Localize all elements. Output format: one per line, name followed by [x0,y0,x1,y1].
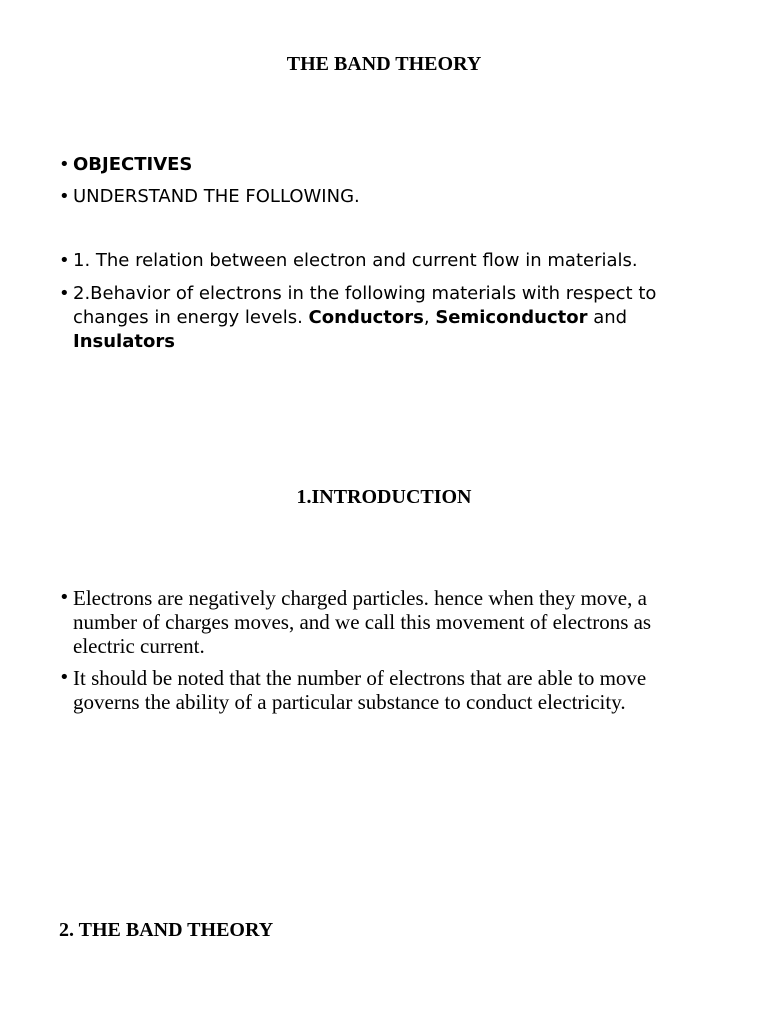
introduction-paragraph-1 [59,586,708,658]
objective-item-1-text: 1. The relation between electron and current flow in materials. [73,250,638,271]
objective-item-2 [59,282,708,354]
introduction-paragraph-2-text: It should be noted that the number of electrons that are able to move governs the ability of a particular substance to conduct electricity. [73,666,647,714]
semiconductor-term: Semiconductor [435,307,588,328]
bullet-dot: • [59,186,70,207]
understand-text: UNDERSTAND THE FOLLOWING. [73,186,360,207]
and-separator: and [587,307,628,328]
objectives-heading: OBJECTIVES [73,154,193,175]
bullet-dot: • [59,667,70,688]
page-title: THE BAND THEORY [286,53,482,75]
objectives-bullet [59,153,708,177]
understand-bullet [59,185,708,209]
introduction-heading: 1.INTRODUCTION [296,486,472,508]
bullet-dot: • [59,587,70,608]
bullet-dot: • [59,154,70,175]
objective-item-1 [59,249,708,273]
introduction-paragraph-2 [59,666,708,714]
band-theory-heading: 2. THE BAND THEORY [59,919,274,941]
objective-item-2-text [73,282,708,354]
conductors-term: Conductors [308,307,424,328]
comma-separator: , [423,307,436,328]
insulators-term: Insulators [73,331,175,352]
objective-item-2-lead: 2.Behavior of electrons in the following materials with respect to changes in energy levels. [73,283,657,328]
bullet-dot: • [59,283,70,304]
bullet-dot: • [59,250,70,271]
introduction-paragraph-1-text: Electrons are negatively charged particles. hence when they move, a number of charges moves, and we call this movement of electrons as electric current. [73,586,652,658]
